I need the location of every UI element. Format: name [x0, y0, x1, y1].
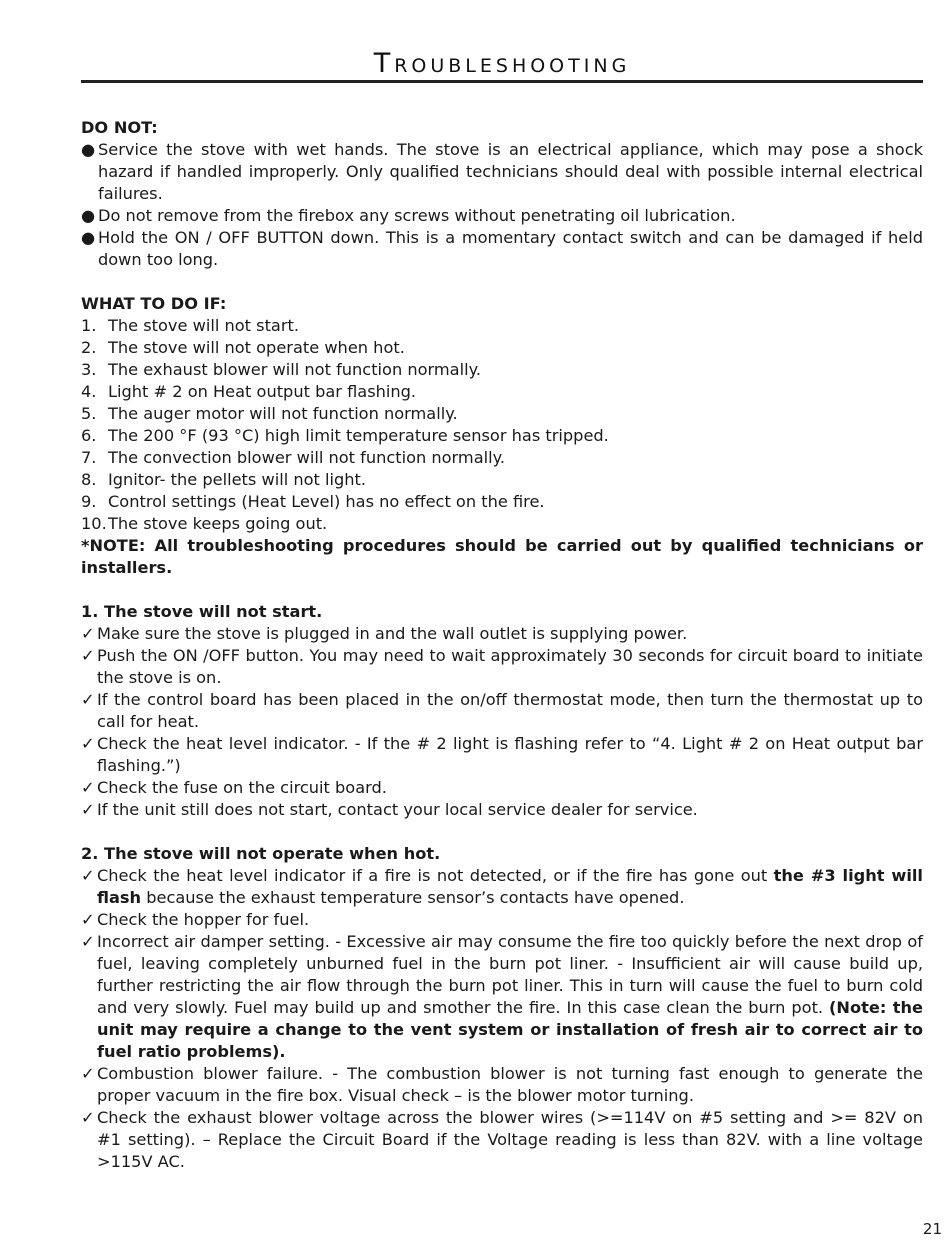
list-item-text: The stove keeps going out. [108, 514, 328, 533]
list-item-text: The stove will not operate when hot. [108, 338, 405, 357]
checkmark-icon: ✓ [81, 910, 95, 929]
check-item [81, 1107, 923, 1173]
do-not-heading: DO NOT: [81, 118, 158, 137]
content [81, 117, 923, 1173]
list-number: 3. [81, 360, 97, 379]
check-item [81, 733, 923, 777]
text-run: Incorrect air damper setting. - Excessive air may consume the fire too quickly before the next drop of fuel, leaving completely unburned fuel in the burn pot liner. - Insufficient air will cause build up, further restricting the air flow through the burn pot liner. This in turn will cause the fuel to burn cold and very slowly. Fuel may build up and smother the fire. In this case clean the burn pot. [97, 932, 923, 1017]
list-item [81, 447, 923, 469]
checkmark-icon: ✓ [81, 690, 95, 709]
list-item-text: Light # 2 on Heat output bar flashing. [108, 382, 417, 401]
check-item [81, 777, 923, 799]
check-item-text: If the unit still does not start, contact your local service dealer for service. [97, 800, 698, 819]
list-item-text: Ignitor- the pellets will not light. [108, 470, 367, 489]
do-not-item-text: Service the stove with wet hands. The stove is an electrical appliance, which may pose a shock hazard if handled improperly. Only qualified technicians should deal with possible internal electrical failures. [98, 140, 923, 203]
check-item-text: Check the hopper for fuel. [97, 910, 310, 929]
list-item [81, 491, 923, 513]
spacer [81, 271, 923, 293]
spacer [81, 579, 923, 601]
check-item-text: Check the fuse on the circuit board. [97, 778, 387, 797]
check-item [81, 645, 923, 689]
check-item [81, 623, 923, 645]
page-title: Troubleshooting [373, 48, 631, 79]
list-item-text: The auger motor will not function normally. [108, 404, 458, 423]
check-item [81, 799, 923, 821]
check-item-text [97, 865, 923, 909]
list-item-text: The 200 °F (93 °C) high limit temperature sensor has tripped. [108, 426, 609, 445]
list-item-text: Control settings (Heat Level) has no effect on the fire. [108, 492, 545, 511]
list-number: 1. [81, 316, 97, 335]
check-item-text: Combustion blower failure. - The combustion blower is not turning fast enough to generate the proper vacuum in the fire box. Visual check – is the blower motor turning. [97, 1064, 923, 1105]
bullet-icon: ● [81, 228, 96, 247]
check-item-text: Check the heat level indicator. - If the # 2 light is flashing refer to “4. Light # 2 on Heat output bar flashing.”) [97, 734, 923, 775]
do-not-item [81, 139, 923, 205]
checkmark-icon: ✓ [81, 932, 95, 951]
do-not-item-text: Hold the ON / OFF BUTTON down. This is a momentary contact switch and can be damaged if held down too long. [98, 228, 923, 269]
check-item-text: Check the exhaust blower voltage across the blower wires (>=114V on #5 setting and >= 82V on #1 setting). – Replace the Circuit Board if the Voltage reading is less than 82V. with a line voltage >115V AC. [97, 1108, 923, 1171]
check-item-text: Make sure the stove is plugged in and the wall outlet is supplying power. [97, 624, 688, 643]
list-item [81, 381, 923, 403]
bold-text: (Note: the unit may require a change to the vent system or installation of fresh air to correct air to fuel ratio problems). [97, 998, 923, 1061]
list-item [81, 469, 923, 491]
do-not-item [81, 205, 923, 227]
list-number: 10. [81, 514, 107, 533]
list-number: 5. [81, 404, 97, 423]
checkmark-icon: ✓ [81, 734, 95, 753]
list-number: 9. [81, 492, 97, 511]
text-run: Check the heat level indicator if a fire is not detected, or if the fire has gone out [97, 866, 774, 885]
section-heading: 1. The stove will not start. [81, 602, 323, 621]
check-item-text: Push the ON /OFF button. You may need to wait approximately 30 seconds for circuit board to initiate the stove is on. [97, 646, 923, 687]
check-item-text: If the control board has been placed in the on/off thermostat mode, then turn the thermostat up to call for heat. [97, 690, 923, 731]
checkmark-icon: ✓ [81, 1064, 95, 1083]
what-to-do-heading: WHAT TO DO IF: [81, 294, 227, 313]
list-item-text: The convection blower will not function normally. [108, 448, 506, 467]
bold-text: the #3 light will flash [97, 866, 923, 907]
list-item [81, 315, 923, 337]
list-number: 8. [81, 470, 97, 489]
checkmark-icon: ✓ [81, 778, 95, 797]
text-run: because the exhaust temperature sensor’s contacts have opened. [141, 888, 685, 907]
checkmark-icon: ✓ [81, 866, 95, 885]
page-number: 21 [922, 1220, 942, 1238]
list-number: 7. [81, 448, 97, 467]
title-divider [81, 80, 923, 83]
bullet-icon: ● [81, 206, 96, 225]
check-item [81, 931, 923, 1063]
checkmark-icon: ✓ [81, 800, 95, 819]
list-item [81, 425, 923, 447]
list-item-text: The exhaust blower will not function normally. [108, 360, 481, 379]
bullet-icon: ● [81, 140, 96, 159]
do-not-item [81, 227, 923, 271]
check-item [81, 909, 923, 931]
list-number: 6. [81, 426, 97, 445]
check-item [81, 689, 923, 733]
check-item [81, 1063, 923, 1107]
list-number: 4. [81, 382, 97, 401]
check-item-text [97, 931, 923, 1063]
checkmark-icon: ✓ [81, 1108, 95, 1127]
check-item [81, 865, 923, 909]
list-item [81, 403, 923, 425]
list-item [81, 513, 923, 535]
list-item-text: The stove will not start. [108, 316, 300, 335]
checkmark-icon: ✓ [81, 646, 95, 665]
list-item [81, 359, 923, 381]
list-item [81, 337, 923, 359]
note: *NOTE: All troubleshooting procedures should be carried out by qualified technicians or installers. [81, 536, 923, 577]
list-number: 2. [81, 338, 97, 357]
checkmark-icon: ✓ [81, 624, 95, 643]
section-heading: 2. The stove will not operate when hot. [81, 844, 441, 863]
do-not-item-text: Do not remove from the firebox any screws without penetrating oil lubrication. [98, 206, 736, 225]
spacer [81, 821, 923, 843]
